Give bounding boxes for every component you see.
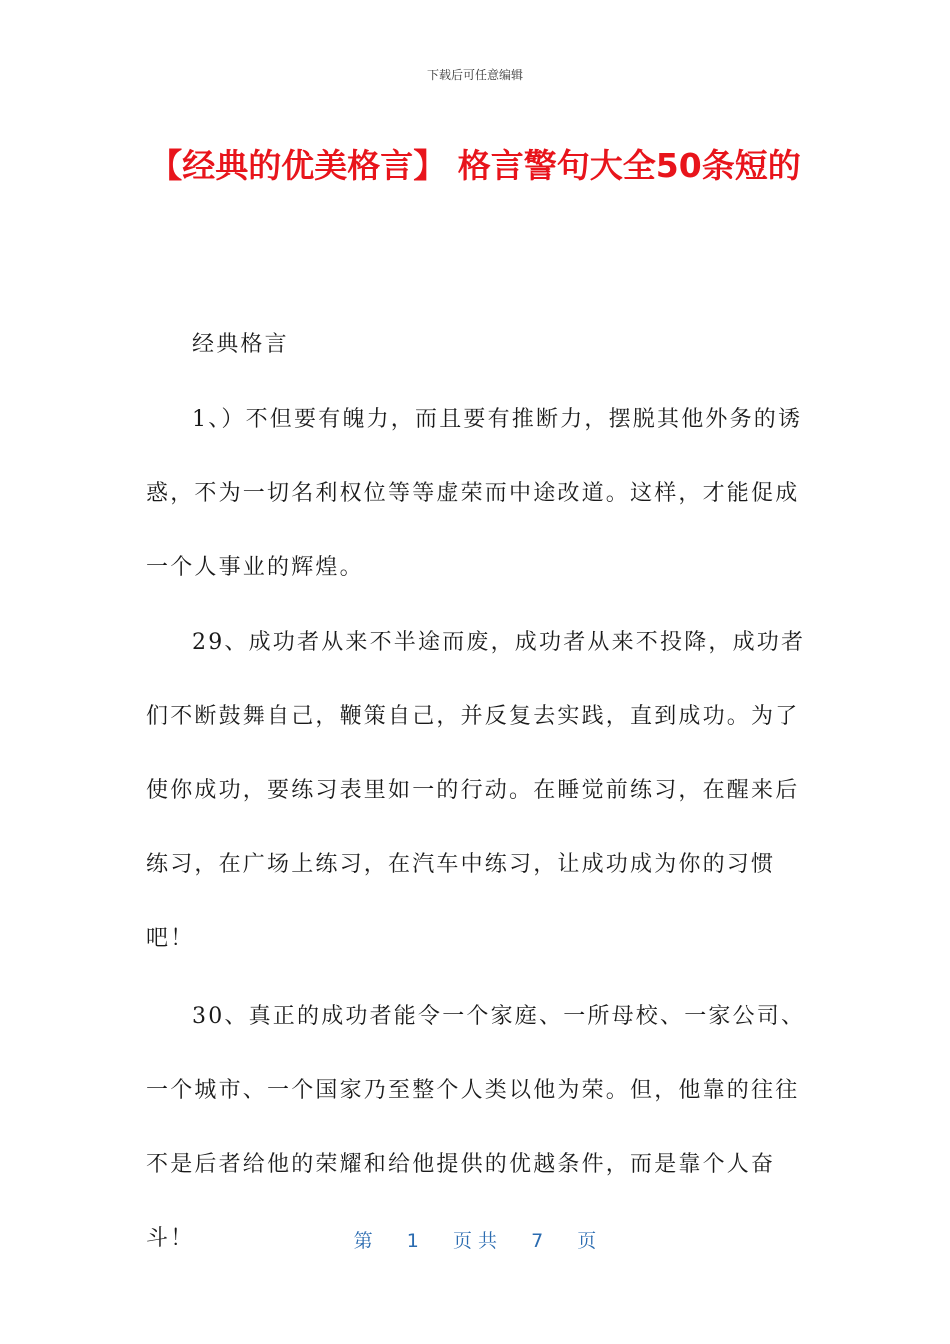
footer-page-number: 1: [406, 1230, 419, 1252]
header-note: 下载后可任意编辑: [426, 68, 523, 82]
page-footer: [0, 1226, 950, 1253]
footer-suffix: 页: [577, 1230, 597, 1252]
paragraph-29: 29、成功者从来不半途而废，成功者从来不投降，成功者们不断鼓舞自己，鞭策自己，并反复去实践，直到成功。为了使你成功，要练习表里如一的行动。在睡觉前练习，在醒来后练习，在广场上练习，在汽车中练习，让成功成为你的习惯吧！: [146, 630, 806, 951]
section-heading: 经典格言: [192, 332, 289, 357]
paragraph-30: 30、真正的成功者能令一个家庭、一所母校、一家公司、一个城市、一个国家乃至整个人类以他为荣。但，他靠的往往不是后者给他的荣耀和给他提供的优越条件，而是靠个人奋斗！: [146, 1004, 806, 1251]
paragraph-1: 1、）不但要有魄力，而且要有推断力，摆脱其他外务的诱惑，不为一切名利权位等等虚荣而中途改道。这样，才能促成一个人事业的辉煌。: [146, 407, 803, 580]
footer-prefix: 第: [353, 1230, 373, 1252]
footer-total-pages: 7: [531, 1230, 544, 1252]
document-title: 【经典的优美格言】 格言警句大全50条短的: [149, 146, 801, 185]
footer-middle: 页 共: [452, 1230, 498, 1252]
